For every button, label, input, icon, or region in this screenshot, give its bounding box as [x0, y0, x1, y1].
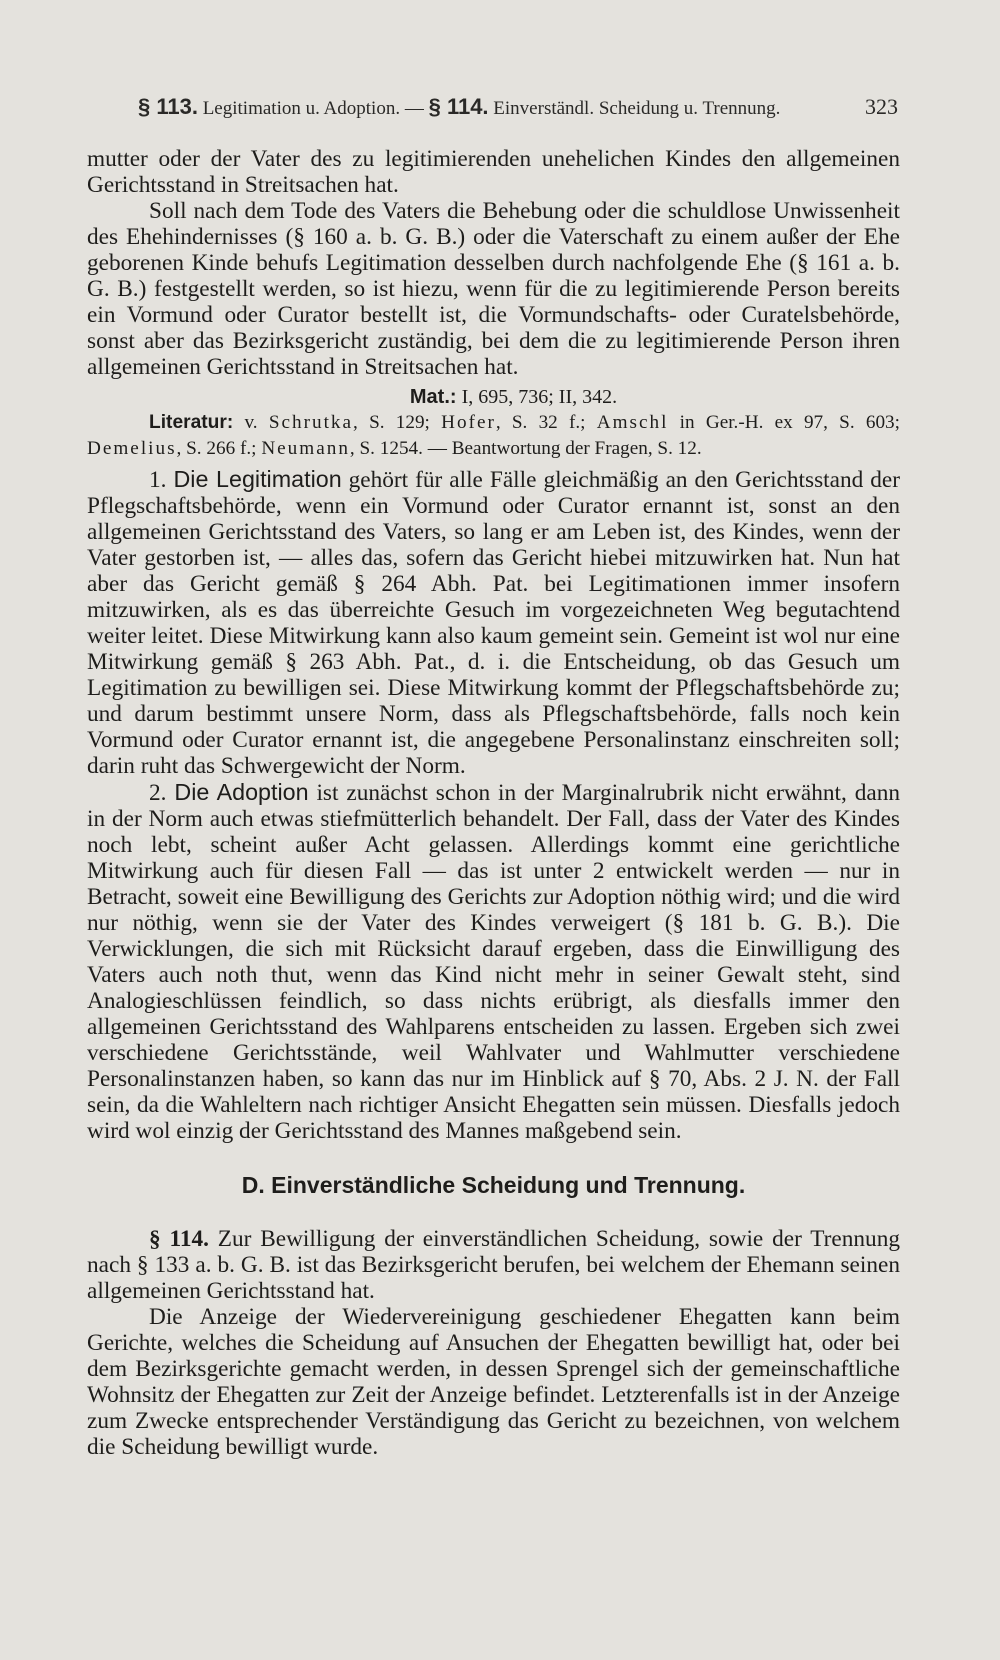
author-name: Demelius [87, 438, 177, 459]
literature-text: , S. 266 f.; [176, 438, 262, 459]
literature-text: , S. 129; [353, 412, 442, 433]
literature-label: Literatur: [149, 412, 234, 433]
header-title-113: Legitimation u. Adoption. — [197, 98, 429, 119]
note-number: 1. [149, 467, 174, 493]
running-header [138, 92, 898, 122]
paragraph-main: Soll nach dem Tode des Vaters die Behebung oder die schuldlose Unwissenheit des Ehehindernisses (§ 160 a. b. G. B.) oder die Vaterschaft zu einem außer der Ehe geborenen Kinde behufs Legitimation desselben durch nachfolgende Ehe (§ 161 a. b. G. B.) festgestellt werden, so ist hiezu, wenn für die zu legitimierende Person bereits ein Vormund oder Curator bestellt ist, die Vormundschafts- oder Curatelsbehörde, sonst aber das Bezirksgericht zuständig, bei dem die zu legitimierende Person ihren allgemeinen Gerichtsstand in Streitsachen hat. [87, 198, 900, 380]
literature-text: in Ger.-H. ex 97, S. 603; [668, 412, 900, 433]
section-title: D. Einverständliche Scheidung und Trennung. [241, 1172, 746, 1198]
author-name: Schrutka [268, 412, 354, 433]
page-body [87, 146, 900, 1460]
note-heading: Die Legitimation [173, 466, 342, 492]
header-section-114: § 114. [428, 94, 489, 119]
author-name: Hofer [441, 412, 496, 433]
paragraph-final: Die Anzeige der Wiedervereinigung geschiedener Ehegatten kann beim Gerichte, welches die Scheidung auf Ansuchen der Ehegatten bewilligt hat, oder bei dem Bezirksgerichte gemacht werden, in dessen Sprengel sich der gemeinschaftliche Wohnsitz der Ehegatten zur Zeit der Anzeige befindet. Letzterenfalls ist in der Anzeige zum Zwecke entsprechender Verständigung das Gericht zu bezeichnen, von welchem die Scheidung bewilligt wurde. [87, 1304, 900, 1460]
paragraph-114 [87, 1226, 900, 1304]
header-section-113: § 113. [138, 94, 198, 119]
note-text: ist zunächst schon in der Marginalrubrik nicht erwähnt, dann in der Norm auch etwas stiefmütterlich behandelt. Der Fall, dass der Vater des Kindes noch lebt, scheint außer Acht gelassen. Allerdings kommt eine gerichtliche Mitwirkung auch für diesen Fall — das ist unter 2 entwickelt werden — nur in Betracht, soweit eine Bewilligung des Gerichts zur Adoption nöthig wird; und die wird nur nöthig, wenn sie der Vater des Kindes verweigert (§ 181 b. G. B.). Die Verwicklungen, die sich mit Rücksicht darauf ergeben, dass die Einwilligung des Vaters auch noth thut, wenn das Kind nicht mehr in seiner Gewalt steht, sind Analogieschlüssen feindlich, so dass nichts erübrigt, als diesfalls immer den allgemeinen Gerichtsstand des Wahlparens entscheiden zu lassen. Ergeben sich zwei verschiedene Gerichtsstände, weil Wahlvater und Wahlmutter verschiedene Personalinstanzen haben, so kann das nur im Hinblick auf § 70, Abs. 2 J. N. der Fall sein, da die Wahleltern nach richtiger Ansicht Ehegatten sein müssen. Diesfalls jedoch wird wol einzig der Gerichtsstand des Mannes maßgebend sein. [87, 780, 900, 1144]
literature-text: , S. 32 f.; [495, 412, 597, 433]
materials-text: I, 695, 736; II, 342. [456, 386, 618, 408]
materials-reference [87, 384, 900, 410]
paragraph-text: Zur Bewilligung der einverständlichen Scheidung, sowie der Trennung nach § 133 a. b. G. B. ist das Bezirksgericht berufen, bei welchem der Ehemann seinen allgemeinen Gerichtsstand hat. [87, 1226, 900, 1304]
materials-label: Mat.: [409, 386, 457, 408]
header-title-114: Einverständl. Scheidung u. Trennung. [488, 98, 781, 119]
paragraph-continuation: mutter oder der Vater des zu legitimierenden unehelichen Kindes den allgemeinen Gerichtsstand in Streitsachen hat. [87, 146, 900, 198]
note-heading: Die Adoption [174, 779, 309, 805]
literature-text: , S. 1254. — Beantwortung der Fragen, S. 12. [349, 438, 702, 459]
note-adoption [87, 779, 900, 1144]
literature-reference [87, 410, 900, 462]
note-legitimation [87, 466, 900, 779]
literature-text: v. [233, 412, 269, 433]
page-number: 323 [865, 94, 898, 119]
section-number: § 114. [149, 1226, 209, 1252]
note-text: gehört für alle Fälle gleichmäßig an den Gerichtsstand der Pflegschaftsbehörde, wenn ein Vormund oder Curator ernannt ist, sonst an den allgemeinen Gerichtsstand des Vaters, so lang er am Leben ist, des Kindes, wenn der Vater gestorben ist, — alles das, sofern das Gericht hiebei mitzuwirken hat. Nun hat aber das Gericht gemäß § 264 Abh. Pat. bei Legitimationen immer insofern mitzuwirken, als es das überreichte Gesuch im vorgezeichneten Weg begutachtend weiter leitet. Diese Mitwirkung kann also kaum gemeint sein. Gemeint ist wol nur eine Mitwirkung gemäß § 263 Abh. Pat., d. i. die Entscheidung, ob das Gesuch um Legitimation zu bewilligen sei. Diese Mitwirkung kommt der Pflegschaftsbehörde zu; und darum bestimmt unsere Norm, dass als Pflegschaftsbehörde, falls noch kein Vormund oder Curator ernannt ist, die angegebene Personalinstanz einschreiten soll; darin ruht das Schwergewicht der Norm. [87, 467, 900, 779]
note-number: 2. [149, 780, 175, 806]
author-name: Neumann [261, 438, 350, 459]
author-name: Amschl [596, 412, 669, 433]
